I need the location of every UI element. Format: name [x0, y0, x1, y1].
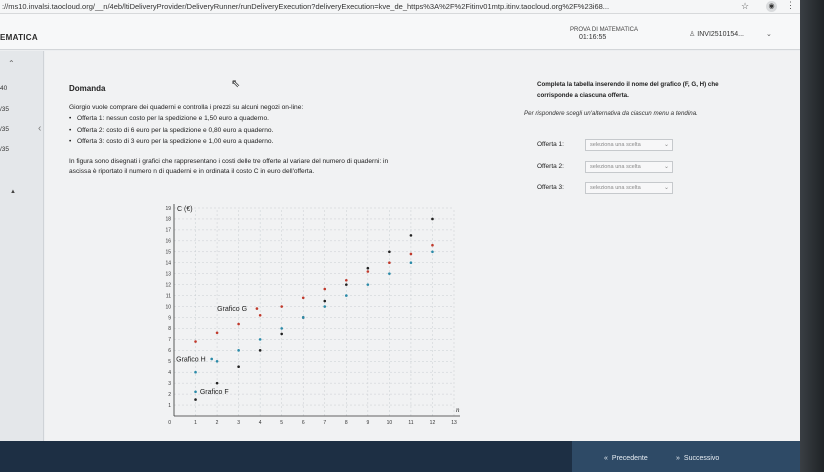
series-point-g: [367, 270, 370, 273]
y-tick-label: 8: [168, 326, 171, 333]
series-point-f: [410, 234, 413, 237]
series-point-h: [237, 349, 240, 352]
x-tick-label: 9: [366, 420, 370, 426]
y-tick-label: 6: [168, 348, 171, 355]
y-axis-label: C (€): [177, 206, 193, 213]
y-tick-label: 10: [165, 304, 171, 311]
chevron-down-icon: ⌄: [663, 164, 669, 170]
annotation-marker: [210, 358, 213, 361]
question-navigator: [0, 51, 44, 441]
series-point-h: [280, 327, 283, 330]
nav-item[interactable]: /35: [0, 146, 10, 153]
x-tick-label: 4: [258, 420, 262, 426]
x-tick-label: 8: [344, 420, 348, 426]
offer-row-1: [537, 139, 757, 151]
x-tick-label: 11: [408, 420, 414, 426]
url-text[interactable]: ://ms10.invalsi.taocloud.org/__n/4eb/ltiDeliveryProvider/DeliveryRunner/runDeliveryExecution?deliveryExecution=kve_de_https%3A%2F%2Fitinv01mtp.itinv.taocloud.org%2F%23i68...: [2, 2, 610, 11]
section-title: EMATICA: [0, 33, 38, 42]
x-tick-label: 5: [280, 420, 284, 426]
series-point-h: [259, 338, 262, 341]
x-tick-label: 12: [429, 420, 436, 426]
series-point-f: [367, 267, 370, 270]
y-tick-label: 1: [168, 402, 171, 409]
series-point-h: [431, 250, 434, 253]
next-label: Successivo: [683, 455, 720, 462]
series-point-h: [367, 283, 370, 286]
series-point-f: [388, 250, 391, 253]
cost-chart: [150, 196, 470, 432]
test-title: PROVA DI MATEMATICA: [570, 27, 639, 33]
series-point-h: [323, 305, 326, 308]
select-placeholder: seleziona una scelta: [590, 164, 641, 170]
offer-label: Offerta 2:: [537, 163, 564, 170]
monitor-bezel: [800, 0, 824, 472]
series-point-g: [431, 244, 434, 247]
table-hint: Per rispondere scegli un'alternativa da ciascun menu a tendina.: [524, 110, 698, 117]
double-chevron-right-icon: »: [676, 455, 680, 462]
y-tick-label: 18: [165, 216, 171, 223]
x-tick-label: 6: [301, 420, 305, 426]
offer-item: • Offerta 3: costo di 3 euro per la spedizione e 1,00 euro a quaderno.: [69, 136, 509, 147]
chevron-up-icon[interactable]: ⌃: [8, 59, 15, 68]
chevron-down-icon[interactable]: ⌄: [766, 31, 772, 38]
series-point-g: [194, 340, 197, 343]
series-point-f: [194, 398, 197, 401]
stem-text: Giorgio vuole comprare dei quaderni e controlla i prezzi su alcuni negozi on-line:: [69, 104, 304, 111]
nav-item[interactable]: /35: [0, 126, 10, 133]
x-tick-label: 3: [237, 420, 241, 426]
series-point-g: [410, 253, 413, 256]
bottom-navigation-bar: [0, 441, 800, 472]
series-point-f: [259, 349, 262, 352]
offer-3-select[interactable]: [585, 182, 673, 194]
select-placeholder: seleziona una scelta: [590, 185, 641, 191]
y-tick-label: 5: [168, 359, 171, 366]
series-point-h: [216, 360, 219, 363]
test-header: [0, 14, 800, 50]
y-tick-label: 7: [168, 337, 171, 344]
y-tick-label: 4: [168, 370, 171, 377]
series-point-h: [302, 316, 305, 319]
question-title: Domanda: [69, 84, 106, 93]
previous-button[interactable]: [604, 455, 648, 462]
collapse-chevron-icon[interactable]: ‹: [38, 123, 42, 134]
y-tick-label: 11: [165, 293, 171, 300]
series-point-f: [323, 300, 326, 303]
mouse-pointer-icon: ⇖: [231, 78, 241, 90]
offer-row-3: [537, 182, 757, 194]
x-tick-label: 13: [451, 420, 457, 426]
offer-label: Offerta 3:: [537, 184, 564, 191]
y-tick-label: 3: [168, 380, 171, 387]
figure-description: [69, 157, 529, 176]
series-annotation: Grafico G: [217, 305, 248, 313]
offer-item: • Offerta 1: nessun costo per la spedizione e 1,50 euro a quaderno.: [69, 113, 509, 124]
nav-item[interactable]: /35: [0, 106, 10, 113]
table-instruction: Completa la tabella inserendo il nome del grafico (F, G, H) che corrisponde a ciascuna offerta.: [537, 81, 719, 99]
user-menu[interactable]: [689, 30, 744, 38]
user-name: INVI2510154...: [697, 31, 744, 38]
nav-item[interactable]: 40: [0, 85, 8, 92]
y-tick-label: 17: [165, 227, 171, 234]
series-point-g: [237, 323, 240, 326]
question-area: [45, 51, 800, 441]
y-tick-label: 9: [168, 315, 171, 322]
timer: 01:16:55: [579, 34, 607, 41]
offers-list: [69, 113, 509, 147]
series-point-f: [345, 283, 348, 286]
account-icon[interactable]: ◉: [766, 1, 777, 12]
figure-text-line: ascissa è riportato il numero n di quaderni e in ordinata il costo C in euro dell'offerta.: [69, 167, 315, 175]
annotation-marker: [194, 391, 197, 394]
series-annotation: Grafico F: [199, 389, 229, 397]
series-point-f: [216, 382, 219, 385]
series-point-f: [237, 365, 240, 368]
offer-2-select[interactable]: [585, 161, 673, 173]
series-point-g: [302, 296, 305, 299]
y-tick-label: 2: [168, 391, 171, 398]
y-tick-label: 19: [165, 205, 171, 212]
offer-item: • Offerta 2: costo di 6 euro per la spedizione e 0,80 euro a quaderno.: [69, 125, 509, 136]
series-point-f: [280, 333, 283, 336]
series-point-g: [388, 261, 391, 264]
series-point-h: [410, 261, 413, 264]
star-icon[interactable]: ☆: [741, 1, 750, 11]
series-point-g: [216, 332, 219, 335]
x-axis-label: n: [456, 406, 460, 414]
y-tick-label: 12: [165, 282, 171, 289]
browser-address-bar[interactable]: [0, 0, 800, 14]
series-point-h: [194, 371, 197, 374]
series-point-g: [323, 288, 326, 291]
next-button[interactable]: [676, 455, 719, 462]
x-tick-label: 10: [386, 420, 393, 426]
person-icon: ♙: [689, 31, 696, 38]
double-chevron-left-icon: «: [604, 455, 608, 462]
series-point-g: [345, 279, 348, 282]
question-stem: [69, 102, 509, 148]
y-tick-label: 13: [165, 271, 171, 278]
series-point-f: [431, 218, 434, 221]
y-tick-label: 14: [165, 260, 171, 267]
x-tick-label: 1: [194, 420, 197, 426]
offer-row-2: [537, 161, 757, 173]
origin-label: 0: [168, 420, 171, 426]
offer-label: Offerta 1:: [537, 141, 564, 148]
chevron-down-icon: ⌄: [663, 142, 669, 148]
x-tick-label: 7: [323, 420, 327, 426]
series-point-h: [345, 294, 348, 297]
figure-text-line: In figura sono disegnati i grafici che rappresentano i costi delle tre offerte al variare del numero di quaderni: in: [69, 158, 389, 165]
chevron-down-icon: ⌄: [663, 185, 669, 191]
offer-1-select[interactable]: [585, 139, 673, 151]
x-tick-label: 2: [215, 420, 219, 426]
more-vert-icon[interactable]: ⋮: [786, 0, 795, 10]
y-tick-label: 16: [165, 238, 171, 245]
series-annotation: Grafico H: [176, 356, 206, 364]
y-tick-label: 15: [165, 249, 171, 256]
select-placeholder: seleziona una scelta: [590, 142, 641, 148]
previous-label: Precedente: [611, 455, 648, 462]
annotation-marker: [256, 307, 259, 310]
series-point-g: [259, 314, 262, 317]
series-point-g: [280, 305, 283, 308]
series-point-h: [388, 272, 391, 275]
triangle-up-icon[interactable]: ▲: [10, 189, 16, 195]
